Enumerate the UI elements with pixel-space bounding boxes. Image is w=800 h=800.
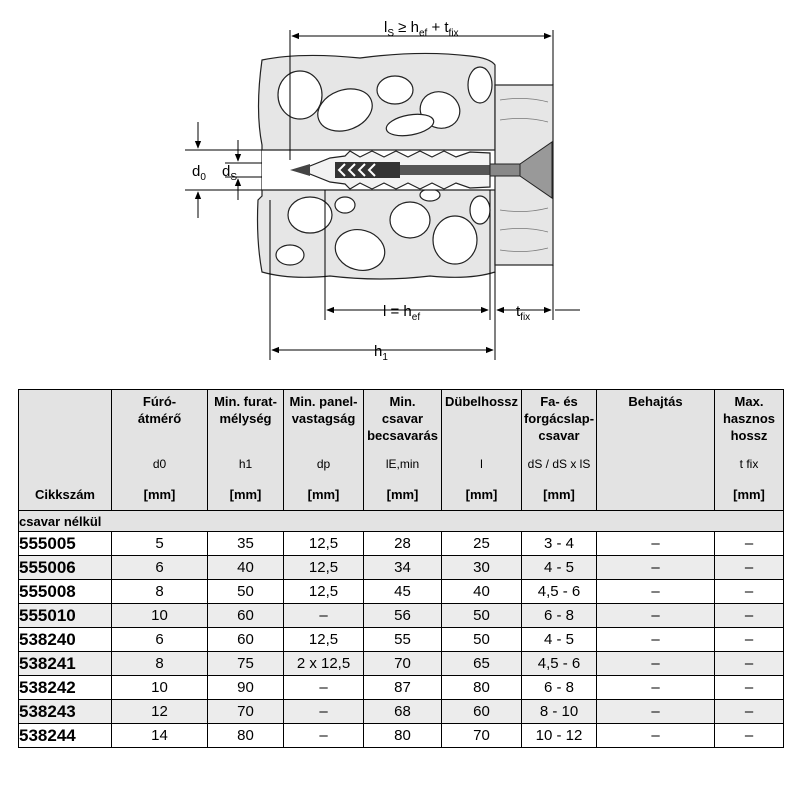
table-cell: –	[597, 724, 715, 748]
table-cell: 50	[208, 580, 284, 604]
col-header-hasznos-hossz: Max. hasznos hossz t fix [mm]	[715, 390, 784, 511]
item-code-cell: 555008	[19, 580, 112, 604]
table-cell: 35	[208, 532, 284, 556]
table-cell: –	[597, 628, 715, 652]
table-cell: 70	[364, 652, 442, 676]
table-cell: –	[284, 724, 364, 748]
table-cell: 8	[112, 652, 208, 676]
table-cell: –	[715, 556, 784, 580]
table-cell: 10	[112, 676, 208, 700]
table-row	[19, 580, 784, 604]
col-header-becsavaras: Min. csavar becsavarás lE,min [mm]	[364, 390, 442, 511]
table-row	[19, 652, 784, 676]
table-cell: 2 x 12,5	[284, 652, 364, 676]
table-cell: –	[284, 604, 364, 628]
table-row	[19, 628, 784, 652]
table-cell: –	[715, 604, 784, 628]
table-cell: 28	[364, 532, 442, 556]
label-ls-formula: $l_S \ge h_{ef} + t_{fix}$	[384, 19, 459, 39]
table-cell: 8	[112, 580, 208, 604]
table-cell: 80	[364, 724, 442, 748]
table-cell: 12,5	[284, 628, 364, 652]
table-cell: 10 - 12	[522, 724, 597, 748]
table-cell: 56	[364, 604, 442, 628]
table-cell: –	[284, 700, 364, 724]
table-cell: 55	[364, 628, 442, 652]
table-cell: 4 - 5	[522, 556, 597, 580]
table-cell: 70	[442, 724, 522, 748]
table-cell: 50	[442, 628, 522, 652]
col-header-furoatmero: Fúró- átmérő d0 [mm]	[112, 390, 208, 511]
dowel-installation-diagram	[0, 0, 800, 380]
table-cell: –	[715, 700, 784, 724]
item-code-cell: 555006	[19, 556, 112, 580]
table-body	[19, 532, 784, 748]
table-cell: 3 - 4	[522, 532, 597, 556]
table-cell: –	[597, 580, 715, 604]
table-row	[19, 604, 784, 628]
table-cell: –	[597, 556, 715, 580]
table-cell: 60	[208, 604, 284, 628]
table-cell: 40	[208, 556, 284, 580]
table-cell: 75	[208, 652, 284, 676]
table-cell: –	[715, 532, 784, 556]
table-cell: –	[715, 724, 784, 748]
label-h1: $h_1$	[374, 343, 388, 363]
table-cell: 4 - 5	[522, 628, 597, 652]
table-cell: 14	[112, 724, 208, 748]
col-header-furatmelyseg: Min. furat- mélység h1 [mm]	[208, 390, 284, 511]
table-cell: 4,5 - 6	[522, 652, 597, 676]
table-cell: 68	[364, 700, 442, 724]
table-cell: 10	[112, 604, 208, 628]
item-code-cell: 555005	[19, 532, 112, 556]
col-header-csavar: Fa- és forgácslap- csavar dS / dS x lS [mm]	[522, 390, 597, 511]
label-ds: $d_S$	[222, 163, 238, 183]
specification-table	[18, 389, 784, 748]
table-cell: 80	[442, 676, 522, 700]
col-header-cikkszam: Cikkszám	[19, 390, 112, 511]
item-code-cell: 538242	[19, 676, 112, 700]
label-d0: $d_0$	[192, 163, 206, 183]
table-cell: 60	[442, 700, 522, 724]
table-cell: –	[715, 580, 784, 604]
table-cell: 25	[442, 532, 522, 556]
table-cell: 45	[364, 580, 442, 604]
table-cell: 12	[112, 700, 208, 724]
table-cell: –	[715, 628, 784, 652]
table-cell: –	[715, 652, 784, 676]
table-cell: –	[284, 676, 364, 700]
label-l-hef: $l = h_{ef}$	[383, 303, 421, 323]
table-cell: 6	[112, 628, 208, 652]
table-cell: –	[597, 676, 715, 700]
item-code-cell: 538240	[19, 628, 112, 652]
table-cell: 12,5	[284, 556, 364, 580]
table-cell: 87	[364, 676, 442, 700]
item-code-cell: 538241	[19, 652, 112, 676]
table-cell: 65	[442, 652, 522, 676]
table-cell: –	[715, 676, 784, 700]
table-cell: 30	[442, 556, 522, 580]
section-row	[19, 511, 784, 532]
table-cell: 12,5	[284, 580, 364, 604]
table-cell: 34	[364, 556, 442, 580]
table-row	[19, 532, 784, 556]
table-cell: 6 - 8	[522, 604, 597, 628]
table-cell: –	[597, 652, 715, 676]
table-cell: –	[597, 532, 715, 556]
table-cell: 60	[208, 628, 284, 652]
table-row	[19, 724, 784, 748]
section-label: csavar nélkül	[19, 511, 784, 532]
item-code-cell: 538243	[19, 700, 112, 724]
table-cell: 6 - 8	[522, 676, 597, 700]
item-code-cell: 538244	[19, 724, 112, 748]
table-cell: 70	[208, 700, 284, 724]
table-cell: 90	[208, 676, 284, 700]
table-cell: –	[597, 700, 715, 724]
table-cell: 40	[442, 580, 522, 604]
col-header-panelvastagsag: Min. panel- vastagság dp [mm]	[284, 390, 364, 511]
table-row	[19, 556, 784, 580]
table-row	[19, 700, 784, 724]
table-cell: 12,5	[284, 532, 364, 556]
table-cell: 80	[208, 724, 284, 748]
table-cell: 5	[112, 532, 208, 556]
table-cell: 50	[442, 604, 522, 628]
col-header-behajtas: Behajtás	[597, 390, 715, 511]
col-header-dubelhossz: Dübelhossz l [mm]	[442, 390, 522, 511]
table-cell: 6	[112, 556, 208, 580]
table-row	[19, 676, 784, 700]
item-code-cell: 555010	[19, 604, 112, 628]
table-cell: 4,5 - 6	[522, 580, 597, 604]
table-cell: –	[597, 604, 715, 628]
label-tfix: $t_{fix}$	[516, 303, 531, 323]
table-cell: 8 - 10	[522, 700, 597, 724]
header-row	[19, 390, 784, 511]
